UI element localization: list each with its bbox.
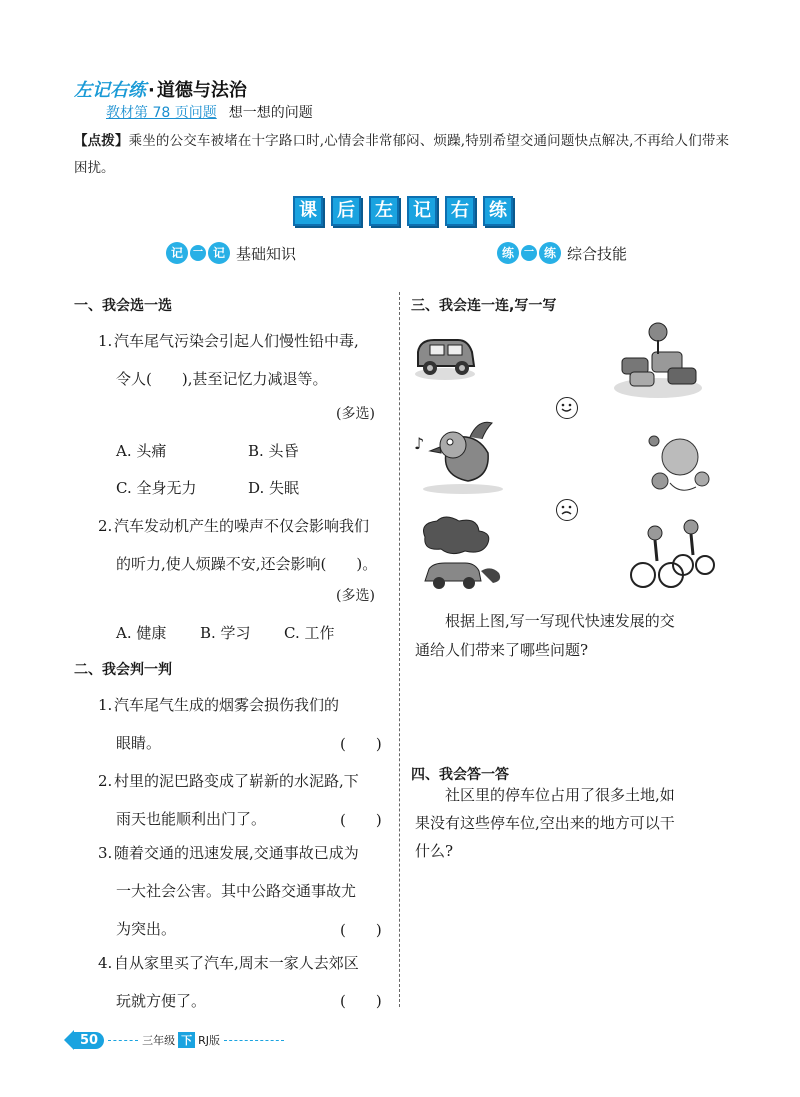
banner-char: 右 — [445, 196, 475, 226]
judge-item-4: 4. 自从家里买了汽车,周末一家人去郊区 玩就方便了。 — [98, 954, 359, 1010]
option-c[interactable]: C. 工作 — [284, 624, 335, 642]
banner-char: 练 — [483, 196, 513, 226]
grade-label: 三年级 — [142, 1034, 176, 1047]
term-badge: 下 — [178, 1032, 195, 1048]
answer-blank[interactable]: ( ) — [340, 921, 382, 939]
column-divider — [399, 292, 400, 1007]
judge-item-1: 1. 汽车尾气生成的烟雾会损伤我们的 眼睛。 — [98, 696, 340, 752]
tip-paragraph — [74, 128, 729, 182]
section-4-title: 四、我会答一答 — [411, 767, 509, 783]
question-1: 1. 汽车尾气污染会引起人们慢性铅中毒, 令人( ),甚至记忆力减退等。 — [98, 332, 359, 388]
brand-subject: 道德与法治 — [156, 80, 247, 101]
textbook-reference — [106, 102, 313, 122]
q2-options — [116, 622, 334, 643]
car-icon[interactable] — [410, 330, 480, 382]
brand-series: 左记右练 — [74, 80, 146, 101]
multi-select-note: (多选) — [336, 588, 375, 604]
banner-char: 记 — [407, 196, 437, 226]
right-column-heading — [497, 242, 627, 264]
brand-title — [74, 76, 247, 102]
polluting-car-icon[interactable] — [415, 515, 505, 595]
smiley-face-icon[interactable] — [556, 397, 578, 419]
flowers-icon[interactable] — [640, 425, 722, 497]
judge-item-2: 2. 村里的泥巴路变成了崭新的水泥路,下 雨天也能顺利出门了。 — [98, 772, 359, 828]
section-1-title: 一、我会选一选 — [74, 298, 172, 314]
sad-face-icon[interactable] — [556, 499, 578, 521]
textbook-question: 想一想的问题 — [228, 105, 313, 121]
q1-options-row1 — [116, 440, 299, 461]
option-c[interactable]: C. 全身无力 — [116, 479, 197, 497]
page-number: 50 — [74, 1032, 104, 1049]
q1-options-row2 — [116, 477, 299, 498]
banner-char: 左 — [369, 196, 399, 226]
traffic-jam-icon[interactable] — [612, 318, 704, 400]
ji-yi-ji-badge: 记 一 记 — [166, 242, 230, 264]
section-3-prompt: 根据上图,写一写现代快速发展的交 — [445, 612, 675, 630]
question-2: 2. 汽车发动机产生的噪声不仅会影响我们 的听力,使人烦躁不安,还会影响( )。 — [98, 517, 378, 573]
page-footer — [64, 1030, 284, 1050]
option-a[interactable]: A. 头痛 — [116, 442, 167, 460]
option-b[interactable]: B. 头昏 — [248, 442, 299, 460]
tip-label: 【点拨】 — [74, 133, 129, 149]
lian-yi-lian-badge: 练 一 练 — [497, 242, 561, 264]
edition-label: RJ版 — [198, 1034, 220, 1047]
judge-item-3: 3. 随着交通的迅速发展,交通事故已成为 一大社会公害。其中公路交通事故尤 为突出。 — [98, 844, 359, 938]
section-3-prompt-cont: 通给人们带来了哪些问题? — [415, 641, 589, 659]
section-3-title: 三、我会连一连,写一写 — [411, 298, 557, 314]
section-2-title: 二、我会判一判 — [74, 662, 172, 678]
left-column-heading — [166, 242, 296, 264]
right-column-title: 综合技能 — [567, 244, 628, 263]
page-arrow-icon — [64, 1030, 74, 1050]
banner-char: 课 — [293, 196, 323, 226]
singing-bird-icon[interactable] — [408, 415, 508, 495]
option-a[interactable]: A. 健康 — [116, 624, 167, 642]
section-banner — [293, 196, 513, 226]
answer-blank[interactable]: ( ) — [340, 735, 382, 753]
brand-dot: · — [148, 80, 155, 101]
option-b[interactable]: B. 学习 — [200, 624, 251, 642]
children-cycling-icon[interactable] — [625, 515, 715, 591]
section-4-question: 社区里的停车位占用了很多土地,如 果没有这些停车位,空出来的地方可以干 什么? — [415, 786, 675, 860]
left-column-title: 基础知识 — [236, 244, 297, 263]
svg-text:♪: ♪ — [414, 434, 425, 453]
answer-blank[interactable]: ( ) — [340, 811, 382, 829]
tip-text: 乘坐的公交车被堵在十字路口时,心情会非常郁闷、烦躁,特别希望交通问题快点解决,不再给人们带来困扰。 — [74, 133, 729, 176]
multi-select-note: (多选) — [336, 406, 375, 422]
textbook-page-link: 教材第 78 页问题 — [106, 105, 217, 121]
answer-blank[interactable]: ( ) — [340, 992, 382, 1010]
banner-char: 后 — [331, 196, 361, 226]
option-d[interactable]: D. 失眠 — [248, 479, 300, 497]
